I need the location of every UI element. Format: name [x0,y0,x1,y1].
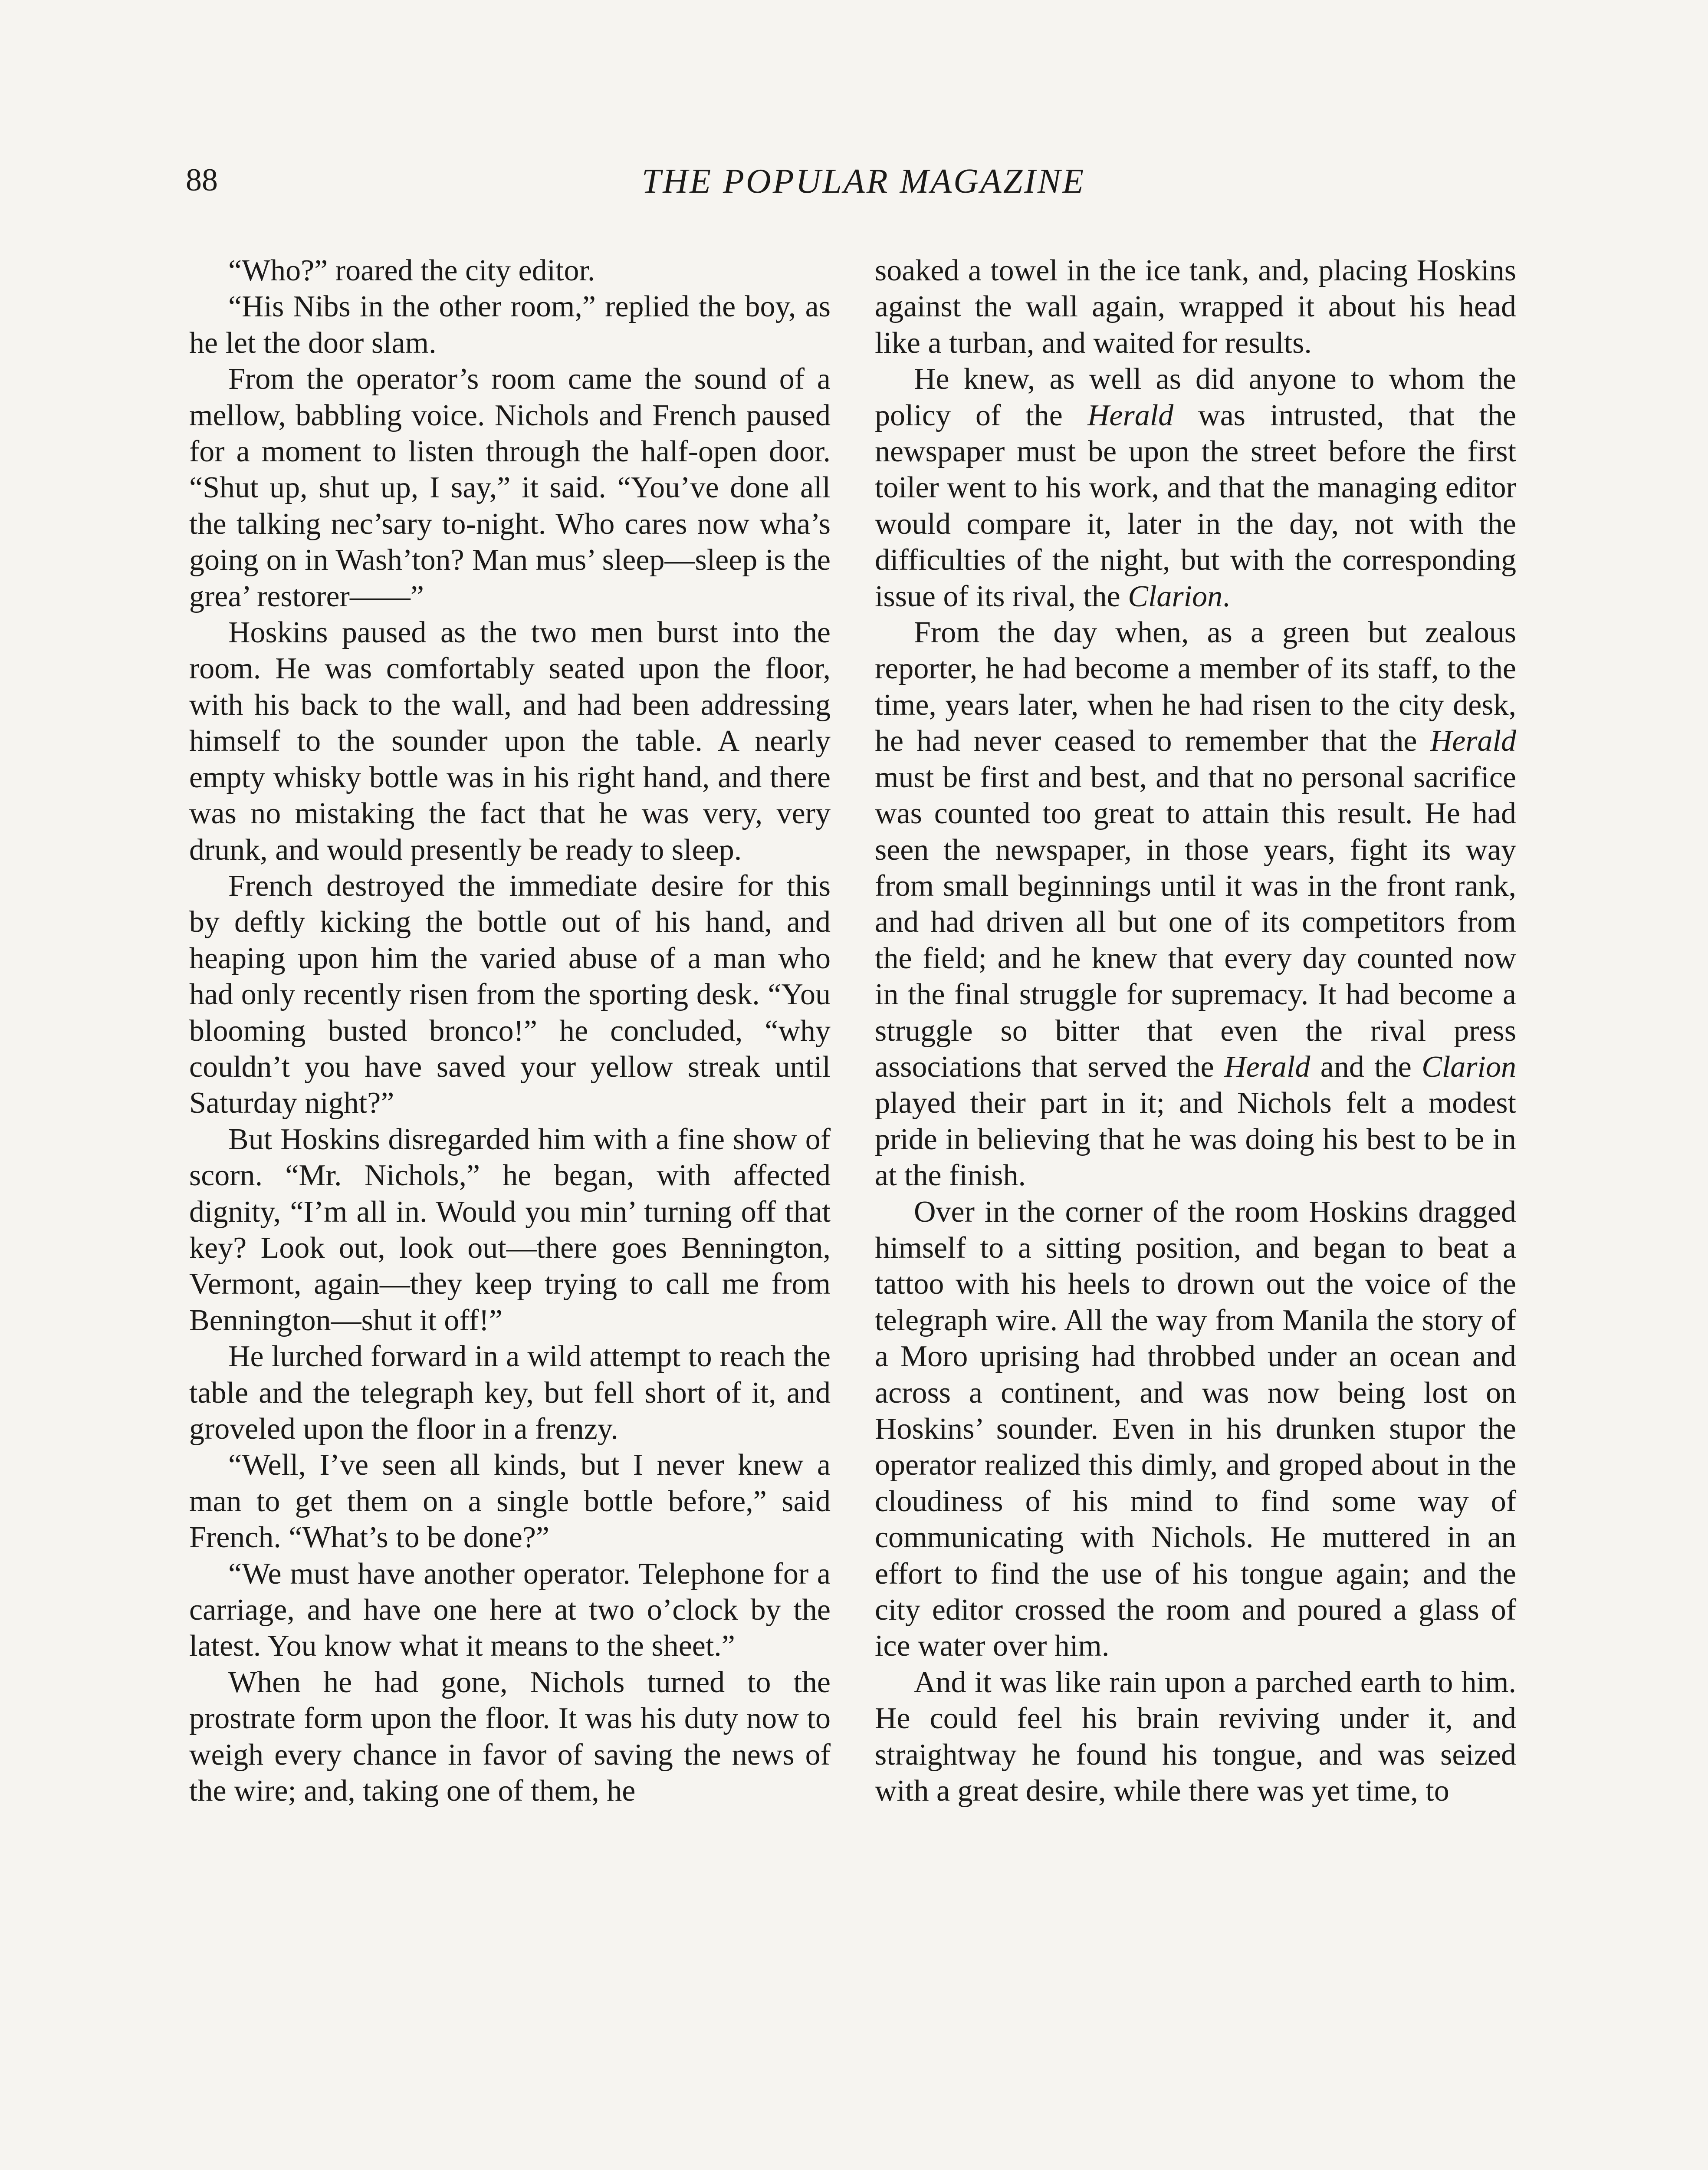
paragraph: He knew, as well as did anyone to whom the policy of the Herald was intrusted, that the newspaper must be upon the street before the first toiler went to his work, and that the managing editor would compare it, later in the day, not with the difficulties of the night, but with the corresponding issue of its rival, the Clarion. [875,362,1516,613]
newspaper-name: Clarion [1128,579,1223,613]
paragraph: “We must have another operator. Telephone for a carriage, and have one here at two o’clock by the latest. You know what it means to the sheet.” [189,1557,831,1663]
paragraph: “Well, I’ve seen all kinds, but I never knew a man to get them on a single bottle before,” said French. “What’s to be done?” [189,1448,831,1555]
page-number: 88 [186,162,218,198]
paragraph: “Who?” roared the city editor. [228,254,595,287]
paragraph: Hoskins paused as the two men burst into the room. He was comfortably seated upon the floor, with his back to the wall, and had been addressing himself to the sounder upon the table. A nearly empty whisky bottle was in his right hand, and there was no mistaking the fact that he was very, very drunk, and would presently be ready to sleep. [189,616,831,867]
paragraph: And it was like rain upon a parched earth to him. He could feel his brain reviving under it, and straightway he found his tongue, and was seized with a great desire, while there was yet time, to [875,1665,1516,1808]
newspaper-name: Herald [1430,724,1516,758]
paragraph: But Hoskins disregarded him with a fine show of scorn. “Mr. Nichols,” he began, with affected dignity, “I’m all in. Would you min’ turning off that key? Look out, look out—there goes Bennington, Vermont, again—they keep trying to call me from Bennington—shut it off!” [189,1122,831,1337]
paragraph: soaked a towel in the ice tank, and, placing Hoskins against the wall again, wrapped it about his head like a turban, and waited for results. [875,254,1516,360]
paragraph: Over in the corner of the room Hoskins dragged himself to a sitting position, and began to beat a tattoo with his heels to drown out the voice of the telegraph wire. All the way from Manila the story of a Moro uprising had throbbed under an ocean and across a continent, and was now being lost on Hoskins’ sounder. Even in his drunken stupor the operator realized this dimly, and groped about in the cloudiness of his mind to find some way of communicating with Nichols. He muttered in an effort to find the use of his tongue again; and the city editor crossed the room and poured a glass of ice water over him. [875,1195,1516,1663]
paragraph: French destroyed the immediate desire for this by deftly kicking the bottle out of his hand, and heaping upon him the varied abuse of a man who had only recently risen from the sporting desk. “You blooming busted bronco!” he concluded, “why couldn’t you have saved your yellow streak until Saturday night?” [189,869,831,1120]
newspaper-name: Herald [1087,398,1174,432]
left-column [189,253,831,1809]
newspaper-name: Clarion [1422,1050,1516,1084]
running-head: THE POPULAR MAGAZINE [641,162,1086,201]
paragraph: He lurched forward in a wild attempt to reach the table and the telegraph key, but fell short of it, and groveled upon the floor in a frenzy. [189,1340,831,1446]
right-column [875,253,1516,1809]
newspaper-name: Herald [1224,1050,1311,1084]
paragraph: From the day when, as a green but zealous reporter, he had become a member of its staff, to the time, years later, when he had risen to the city desk, he had never ceased to remember that the Herald must be first and best, and that no personal sacrifice was counted too great to attain this result. He had seen the newspaper, in those years, fight its way from small beginnings until it was in the front rank, and had driven all but one of its competitors from the field; and he knew that every day counted now in the final struggle for supremacy. It had become a struggle so bitter that even the rival press associations that served the Herald and the Clarion played their part in it; and Nichols felt a modest pride in believing that he was doing his best to be in at the finish. [875,616,1516,1193]
paragraph: From the operator’s room came the sound of a mellow, babbling voice. Nichols and French paused for a moment to listen through the half-open door. “Shut up, shut up, I say,” it said. “You’ve done all the talking nec’sary to-night. Who cares now wha’s going on in Wash’ton? Man mus’ sleep—sleep is the grea’ restorer——” [189,362,831,613]
paragraph: “His Nibs in the other room,” replied the boy, as he let the door slam. [189,290,831,360]
paragraph: When he had gone, Nichols turned to the prostrate form upon the floor. It was his duty now to weigh every chance in favor of saving the news of the wire; and, taking one of them, he [189,1665,831,1808]
